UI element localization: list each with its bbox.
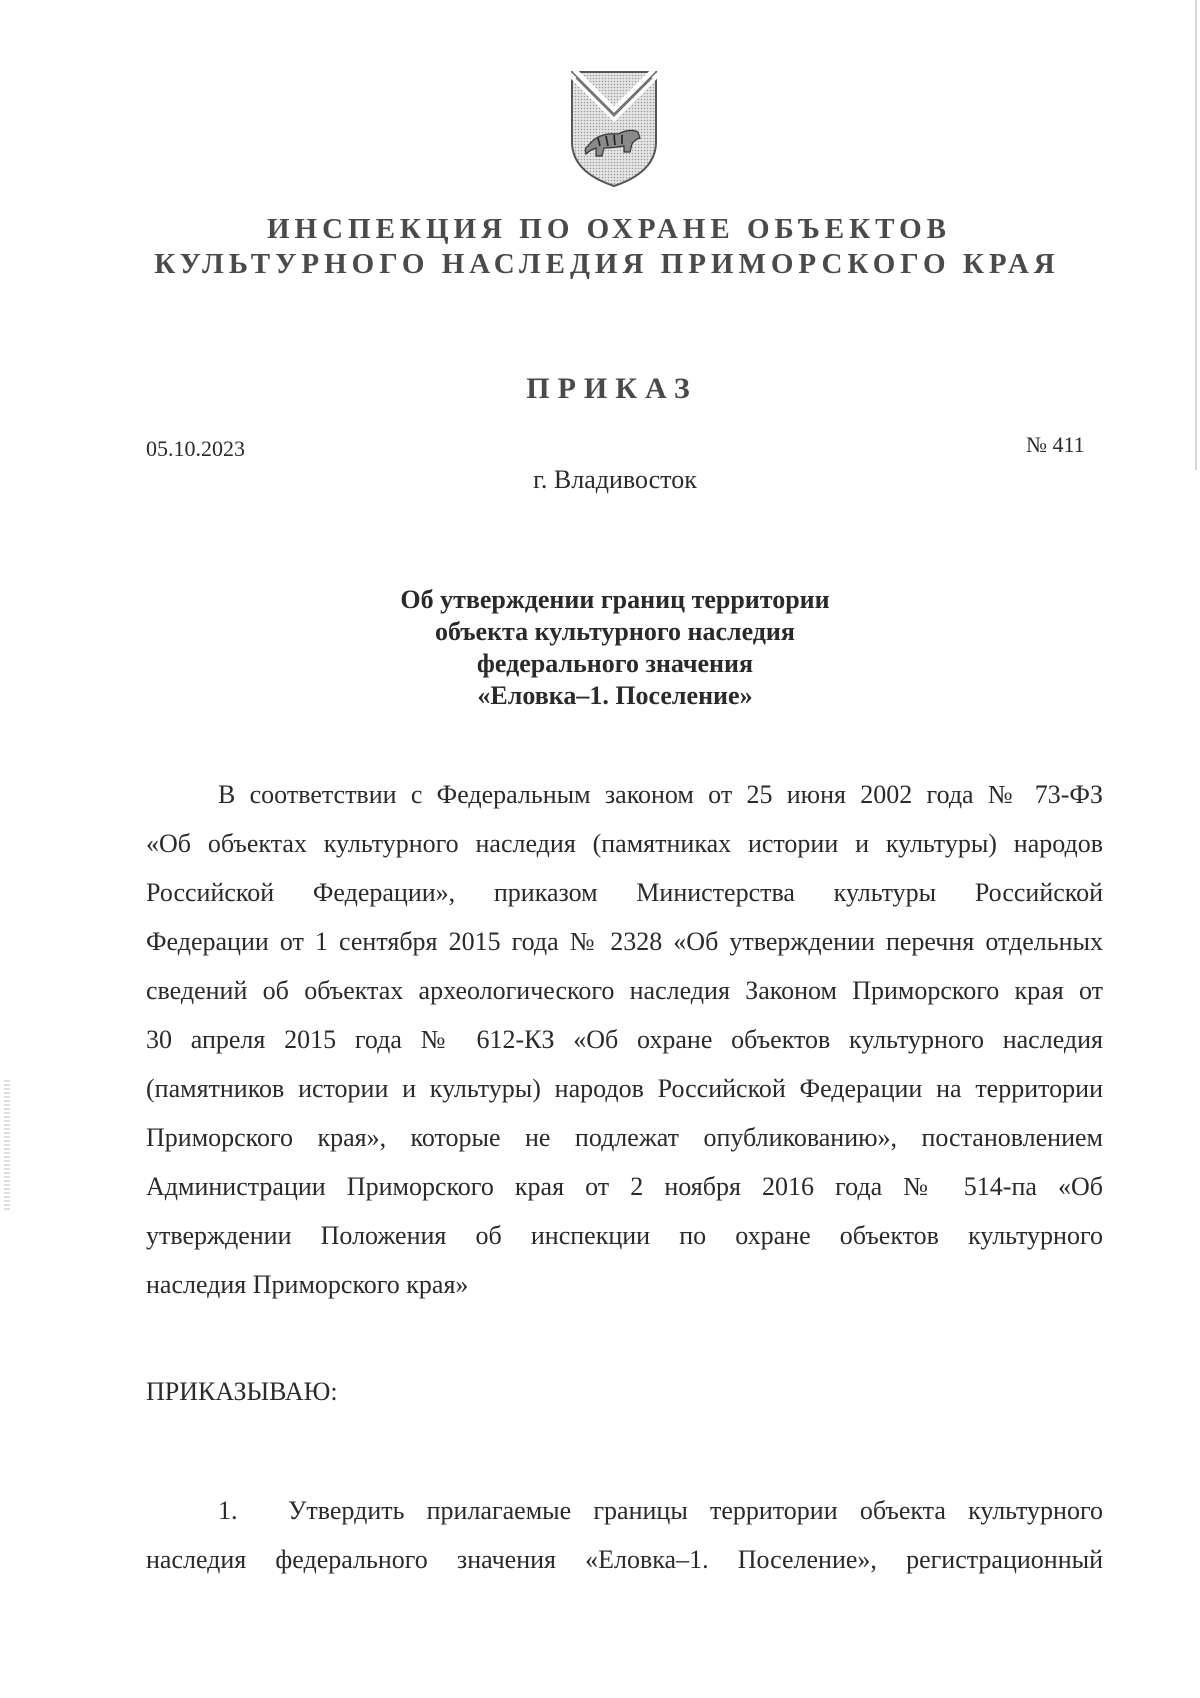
order-item-1 <box>146 1486 1103 1584</box>
preamble-line: 30 апреля 2015 года № 612-КЗ «Об охране объектов культурного наследия <box>146 1025 1103 1054</box>
scan-edge-artifact <box>4 1080 10 1210</box>
scan-edge-line <box>1195 0 1197 470</box>
preamble-line: наследия Приморского края» <box>146 1270 469 1299</box>
preamble-line: Администрации Приморского края от 2 ноября 2016 года № 514-па «Об <box>146 1172 1103 1201</box>
order-item-number: 1. <box>218 1496 238 1525</box>
document-city: г. Владивосток <box>533 465 697 494</box>
preamble-line: Российской Федерации», приказом Министерства культуры Российской <box>146 878 1103 907</box>
preamble-line: Приморского края», которые не подлежат опубликованию», постановлением <box>146 1123 1103 1152</box>
order-item-text: Утвердить прилагаемые границы территории объекта культурного <box>288 1496 1103 1525</box>
order-item-line <box>146 1486 1103 1535</box>
document-type-heading: ПРИКАЗ <box>526 372 698 405</box>
title-line: «Еловка–1. Поселение» <box>477 681 753 710</box>
preamble-line: утверждении Положения об инспекции по охране объектов культурного <box>146 1221 1103 1250</box>
document-date: 05.10.2023 <box>146 436 245 461</box>
organization-name-line2: КУЛЬТУРНОГО НАСЛЕДИЯ ПРИМОРСКОГО КРАЯ <box>154 248 1060 280</box>
preamble-line: Федерации от 1 сентября 2015 года № 2328 «Об утверждении перечня отдельных <box>146 927 1103 956</box>
order-item-line: наследия федерального значения «Еловка–1. Поселение», регистрационный <box>146 1545 1103 1574</box>
title-line: объекта культурного наследия <box>435 617 795 646</box>
order-directive: ПРИКАЗЫВАЮ: <box>146 1377 338 1406</box>
preamble-line: «Об объектах культурного наследия (памятниках истории и культуры) народов <box>146 829 1103 858</box>
preamble-line: В соответствии с Федеральным законом от 25 июня 2002 года № 73-ФЗ <box>218 780 1103 809</box>
preamble-paragraph <box>146 770 1103 1309</box>
title-line: Об утверждении границ территории <box>400 585 830 614</box>
organization-name-line1: ИНСПЕКЦИЯ ПО ОХРАНЕ ОБЪЕКТОВ <box>266 213 952 245</box>
preamble-line: (памятников истории и культуры) народов Российской Федерации на территории <box>146 1074 1103 1103</box>
preamble-line: сведений об объектах археологического наследия Законом Приморского края от <box>146 976 1103 1005</box>
document-title <box>0 584 1200 712</box>
document-number: № 411 <box>1026 432 1085 457</box>
title-line: федерального значения <box>476 649 754 678</box>
coat-of-arms-emblem <box>568 68 660 190</box>
